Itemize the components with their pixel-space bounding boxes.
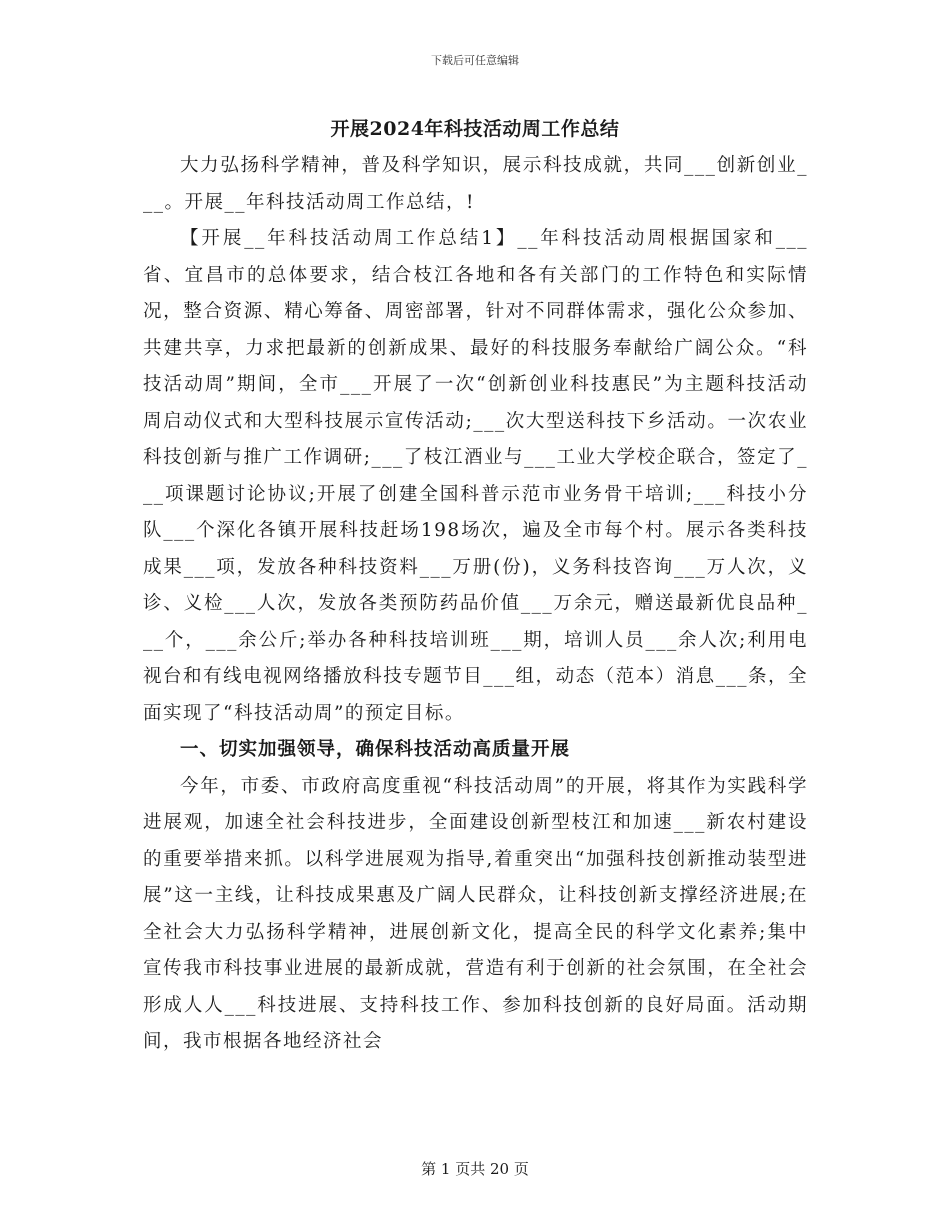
page-footer: 第 1 页共 20 页 — [421, 1160, 529, 1178]
document-title: 开展2024年科技活动周工作总结 — [330, 118, 620, 140]
section-paragraph: 今年，市委、市政府高度重视“科技活动周”的开展，将其作为实践科学进展观，加速全社会科技进步，全面建设创新型枝江和加速___新农村建设的重要举措来抓。以科学进展观为指导,着重突出“加强科技创新推动装型进展”这一主线，让科技成果惠及广阔人民群众，让科技创新支撑经济进展;在全社会大力弘扬科学精神，进展创新文化，提高全民的科学文化素养;集中宣传我市科技事业进展的最新成就，营造有利于创新的社会氛围，在全社会形成人人___科技进展、支持科技工作、参加科技创新的良好局面。活动期间，我市根据各地经济社会 — [143, 775, 808, 1052]
intro-paragraph: 大力弘扬科学精神，普及科学知识，展示科技成就，共同___创新创业___。开展__年科技活动周工作总结，! — [143, 155, 808, 213]
summary-paragraph: 【开展__年科技活动周工作总结1】__年科技活动周根据国家和___省、宜昌市的总体要求，结合枝江各地和各有关部门的工作特色和实际情况，整合资源、精心筹备、周密部署，针对不同群体需求，强化公众参加、共建共享，力求把最新的创新成果、最好的科技服务奉献给广阔公众。“科技活动周”期间，全市___开展了一次“创新创业科技惠民”为主题科技活动周启动仪式和大型科技展示宣传活动;___次大型送科技下乡活动。一次农业科技创新与推广工作调研;___了枝江酒业与___工业大学校企联合，签定了___项课题讨论协议;开展了创建全国科普示范市业务骨干培训;___科技小分队___个深化各镇开展科技赶场198场次，遍及全市每个村。展示各类科技成果___项，发放各种科技资料___万册(份)，义务科技咨询___万人次，义诊、义检___人次，发放各类预防药品价值___万余元，赠送最新优良品种___个，___余公斤;举办各种科技培训班___期，培训人员___余人次;利用电视台和有线电视网络播放科技专题节目___组，动态（范本）消息___条，全面实现了“科技活动周”的预定目标。 — [143, 228, 808, 724]
document-body — [143, 148, 808, 1061]
section-heading: 一、切实加强领导，确保科技活动高质量开展 — [180, 739, 571, 760]
header-note: 下载后可任意编辑 — [431, 54, 519, 67]
